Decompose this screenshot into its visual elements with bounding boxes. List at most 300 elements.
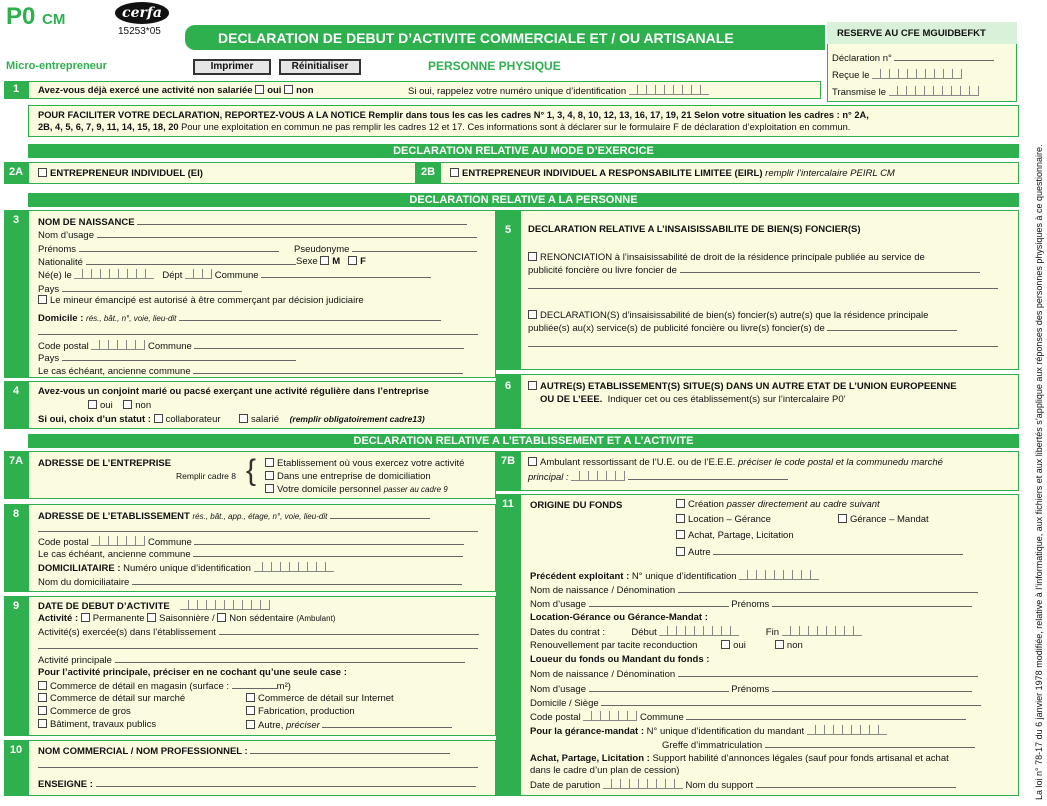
s11-loc-row (676, 514, 771, 525)
s9-num: 9 (12, 600, 20, 612)
s11-achat-row (676, 530, 794, 541)
s11-domsiege-field[interactable] (601, 697, 981, 706)
form-code-sub: CM (42, 11, 66, 28)
s3-domicile-field2[interactable] (38, 326, 478, 335)
s3-sexe: Sexe (296, 256, 318, 267)
s9-surface-field[interactable] (232, 680, 277, 689)
s5-r2b-row (528, 322, 957, 334)
form-code (6, 3, 65, 31)
s9-date-field[interactable] (180, 600, 270, 610)
s1-non: non (296, 85, 314, 96)
s11-locger-row (530, 612, 708, 623)
s7a-o3-note: passer au cadre 9 (383, 485, 448, 494)
s7b-commune-field[interactable] (628, 471, 788, 480)
s3-usage: Nom d’usage (38, 230, 94, 241)
s5-r2b: publiée(s) au(x) service(s) de publicité foncière ou livre(s) foncier(s) de (528, 323, 825, 334)
s11-loueur-row (530, 654, 709, 665)
s4-q-row (38, 386, 429, 397)
s4-statut: Si oui, choix d’un statut : (38, 414, 151, 425)
s3-f: F (360, 256, 366, 267)
s9-c6-checkbox[interactable] (38, 719, 47, 728)
s8-nomdom-row (38, 576, 462, 588)
s8-title: ADRESSE DE L’ETABLISSEMENT (38, 511, 190, 522)
s5-r1-field2[interactable] (528, 280, 998, 289)
notice-line2 (38, 122, 850, 132)
s11-num: 11 (502, 498, 514, 510)
s6-title2: OU DE L’EEE. (540, 394, 603, 405)
s10-nom-field[interactable] (250, 745, 450, 754)
s3-nat: Nationalité (38, 257, 83, 268)
s11-domsiege: Domicile / Siège (530, 698, 599, 709)
s3-pays2-field[interactable] (62, 352, 296, 361)
s11-creation-checkbox[interactable] (676, 499, 685, 508)
s8-cp: Code postal (38, 537, 89, 548)
s10-nom-field2[interactable] (38, 759, 478, 768)
s11-commune-field[interactable] (686, 711, 966, 720)
s11-gerance: Gérance – Mandat (850, 514, 929, 525)
s11-loc: Location – Gérance (688, 514, 771, 525)
s5-r1: RENONCIATION à l’insaisissabilité de droit de la résidence principale publiée au service de (540, 252, 925, 263)
s11-cp-field[interactable] (583, 711, 637, 721)
s9-preciser: Pour l’activité principale, préciser en ne cochant qu’une seule case : (38, 667, 347, 678)
s11-prenoms-field[interactable] (772, 598, 972, 607)
s11-prec: Précédent exploitant : (530, 571, 630, 582)
s11-creation: Création (688, 499, 724, 510)
s9-c2: Commerce de détail sur marché (50, 693, 186, 704)
s3-pays: Pays (38, 284, 60, 295)
s11-pourger2: N° unique d’identification du mandant (646, 726, 805, 737)
s9-autre-field[interactable] (322, 719, 452, 728)
s3-cp-field[interactable] (91, 340, 145, 350)
s3-ancienne-row (38, 365, 463, 377)
s9-c1-row (38, 680, 291, 692)
s3-prenoms-row (38, 243, 279, 255)
s11-parution-field[interactable] (603, 779, 683, 789)
s8-ancienne-field[interactable] (193, 548, 463, 557)
s11-parution: Date de parution (530, 780, 601, 791)
notice-line1: POUR FACILITER VOTRE DECLARATION, REPORTEZ-VOUS A LA NOTICE Remplir dans tous les cas les cadres N° 1, 3, 4, 8, 10, 12, 13, 16, 17, 19, 21 Selon votre situation les cadres : n° 2A, (38, 110, 869, 120)
s11-num-bg (496, 494, 520, 796)
s3-pays-row (38, 283, 242, 295)
s9-c4-checkbox[interactable] (38, 706, 47, 715)
s9-title: DATE DE DEBUT D’ACTIVITE (38, 601, 170, 612)
s8-commune-field[interactable] (194, 536, 464, 545)
s8-title-row (38, 510, 430, 522)
s9-surface: (surface : (189, 681, 230, 692)
s11-commune: Commune (639, 712, 684, 723)
s1-oui-checkbox[interactable] (255, 85, 264, 94)
s7a-o2: Dans une entreprise de domiciliation (277, 471, 431, 482)
s9-principale: Activité principale (38, 655, 112, 666)
s10-enseigne-field[interactable] (96, 778, 476, 787)
s1-siren-field[interactable] (629, 85, 709, 95)
s5-r2-field[interactable] (827, 322, 957, 331)
s3-usage-row (38, 229, 477, 241)
s9-c6: Bâtiment, travaux publics (50, 719, 157, 730)
s9-nonsed: Non sédentaire (229, 613, 294, 624)
s11-achat2c-row (530, 765, 679, 776)
s7a-o1-checkbox[interactable] (265, 458, 274, 467)
s11-nomnais-row (530, 584, 978, 596)
s5-r1-checkbox[interactable] (528, 252, 537, 261)
s3-domicile: Domicile : (38, 313, 84, 324)
s8-nomdom: Nom du domiciliataire (38, 577, 130, 588)
s9-activite: Activité : (38, 613, 79, 624)
s3-dept: Dépt (162, 270, 183, 281)
s11-autre: Autre (688, 547, 711, 558)
s7b-row (528, 457, 943, 468)
s4-statut-row (38, 414, 425, 425)
s5-r1b-row (528, 264, 980, 276)
s11-usage2-field[interactable] (589, 683, 729, 692)
s9-c7-row (246, 719, 452, 731)
s11-prenoms: Prénoms (731, 599, 770, 610)
s11-dates: Dates du contrat : (530, 627, 605, 638)
s9-principale-field[interactable] (115, 654, 465, 663)
s5-r2-field2[interactable] (528, 338, 998, 347)
s11-mandant-field[interactable] (807, 725, 887, 735)
s10-nom2-row (38, 759, 478, 771)
s8-address2-row (38, 523, 478, 535)
s11-usage: Nom d’usage (530, 599, 586, 610)
s9-principale-row (38, 654, 465, 666)
s7b-label: Ambulant ressortissant de l’U.E. ou de l’E.E.E. (540, 457, 736, 468)
s11-prec-row (530, 570, 819, 582)
s3-pseudo: Pseudonyme (294, 244, 350, 255)
s9-exercees2-row (38, 640, 478, 652)
s10-enseigne-row (38, 778, 476, 790)
s9-c3-row (246, 693, 394, 704)
s11-renouv-non: non (786, 640, 803, 651)
s3-ancienne: Le cas échéant, ancienne commune (38, 366, 191, 377)
s7a-o3-checkbox[interactable] (265, 484, 274, 493)
s7a-num: 7A (8, 455, 24, 467)
s3-f-checkbox[interactable] (348, 256, 357, 265)
s3-ne: Né(e) le (38, 270, 72, 281)
s4-collab-checkbox[interactable] (154, 414, 163, 423)
s11-pourger: Pour la gérance-mandat : (530, 726, 645, 737)
s11-achat-checkbox[interactable] (676, 530, 685, 539)
s11-pourger-row (530, 725, 887, 737)
s11-autre-row (676, 546, 963, 558)
s9-activite-row (38, 613, 335, 624)
s11-autre-field[interactable] (713, 546, 963, 555)
recue-row (832, 69, 962, 81)
s3-mineur-checkbox[interactable] (38, 295, 47, 304)
s9-c4: Commerce de gros (50, 706, 131, 717)
s2b-num: 2B (420, 166, 436, 178)
s9-c5-row (246, 706, 355, 717)
s3-dom-hint: rés., bât., n°, voie, lieu-dit (86, 314, 177, 323)
s5-r2-checkbox[interactable] (528, 310, 537, 319)
personne-label: PERSONNE PHYSIQUE (428, 59, 561, 73)
s2a-num: 2A (8, 166, 24, 178)
s11-renouv-oui-checkbox[interactable] (721, 640, 730, 649)
s2b-row (450, 168, 895, 179)
s9-exercees-field[interactable] (219, 626, 479, 635)
s11-title-row (530, 500, 622, 511)
s9-c7-checkbox[interactable] (246, 720, 255, 729)
s1-non-checkbox[interactable] (284, 85, 293, 94)
s3-cp: Code postal (38, 341, 89, 352)
s2b-checkbox[interactable] (450, 168, 459, 177)
s5-r1c-row (528, 280, 998, 292)
s9-c7-note: préciser (286, 720, 320, 731)
s8-num: 8 (12, 508, 20, 520)
s9-c3: Commerce de détail sur Internet (258, 693, 394, 704)
print-button[interactable]: Imprimer (193, 59, 271, 75)
s3-ne-field[interactable] (74, 269, 154, 279)
s2a-checkbox[interactable] (38, 168, 47, 177)
s11-greffe-field[interactable] (765, 739, 975, 748)
s5-r1-field[interactable] (680, 264, 980, 273)
s9-amb: (Ambulant) (296, 614, 336, 623)
s11-loueur: Loueur du fonds ou Mandant du fonds : (530, 654, 710, 665)
s3-num-bg (4, 210, 28, 378)
s11-prec-field[interactable] (739, 570, 819, 580)
s3-m-checkbox[interactable] (320, 256, 329, 265)
s4-num: 4 (12, 385, 20, 397)
s4-oui: oui (100, 400, 113, 411)
s9-sais-checkbox[interactable] (147, 613, 156, 622)
s5-title-row (528, 224, 861, 235)
s9-nonsed-checkbox[interactable] (217, 613, 226, 622)
s4-salarie: salarié (251, 414, 279, 425)
transmise-row (832, 86, 979, 98)
s7a-remplir: Remplir cadre 8 (176, 471, 236, 481)
s7b-note: préciser le code postal et la communedu marché (738, 457, 943, 468)
s7a-remplir-row (176, 471, 236, 481)
s7a-o2-checkbox[interactable] (265, 471, 274, 480)
s10-num: 10 (9, 744, 23, 756)
s11-autre-checkbox[interactable] (676, 547, 685, 556)
decl-num-row (832, 52, 994, 64)
s9-m2: m²) (276, 681, 291, 692)
s9-num-bg (4, 596, 28, 736)
s7b-checkbox[interactable] (528, 457, 537, 466)
s11-usage-field[interactable] (589, 598, 729, 607)
s11-debut-field[interactable] (659, 626, 739, 636)
s7b-principal: principal : (528, 472, 569, 483)
s10-nom-row (38, 745, 450, 757)
s4-question: Avez-vous un conjoint marié ou pacsé exerçant une activité régulière dans l’entreprise (38, 386, 429, 397)
s3-nom-field[interactable] (137, 216, 467, 225)
s3-pays2: Pays (38, 353, 60, 364)
s3-commune-field[interactable] (261, 269, 431, 278)
form-title: DECLARATION DE DEBUT D’ACTIVITE COMMERCIALE ET / OU ARTISANALE (218, 30, 734, 46)
reserve-title: RESERVE AU CFE MGUIDBEFKT (837, 28, 986, 39)
s6-title2-row (540, 394, 846, 405)
s11-fin-field[interactable] (782, 626, 862, 636)
s11-fin: Fin (765, 627, 779, 638)
s11-debut: Début (631, 627, 657, 638)
s7b-cp-field[interactable] (571, 471, 625, 481)
s4-non-checkbox[interactable] (123, 400, 132, 409)
s2b-note: remplir l’intercalaire PEIRL CM (765, 168, 895, 179)
s6-title-row (528, 381, 957, 392)
s7a-brace: { (246, 454, 257, 487)
s8-domic-field[interactable] (254, 562, 334, 572)
s5-r1b: publicité foncière ou livre foncier de (528, 265, 677, 276)
s8-address-field2[interactable] (38, 523, 478, 532)
s1-num: 1 (12, 83, 20, 95)
s11-nomnais2: Nom de naissance / Dénomination (530, 669, 676, 680)
s11-nomnais-field[interactable] (678, 584, 978, 593)
s2a-row (38, 168, 203, 179)
side-legal-text: La loi n° 78-17 du 6 janvier 1978 modifiée, relative à l’informatique, aux fichiers et aux libertés s’applique aux réponses des personnes physiques à ce questionnaire. (1034, 144, 1044, 800)
s7a-o3-row (265, 484, 448, 495)
s11-renouv-non-checkbox[interactable] (775, 640, 784, 649)
s3-cp-row (38, 340, 464, 352)
s3-pays-field[interactable] (62, 283, 242, 292)
s3-domicile-field[interactable] (179, 312, 441, 321)
s3-commune2-field[interactable] (194, 340, 464, 349)
s3-pseudo-field[interactable] (352, 243, 477, 252)
s11-loc-checkbox[interactable] (676, 514, 685, 523)
s11-achat2-row (530, 753, 949, 764)
s11-nomnais2-row (530, 668, 978, 680)
s5-r2: DECLARATION(S) d’insaisissabilité de bien(s) foncier(s) autre(s) que la résidence principale (540, 310, 929, 321)
s4-non: non (135, 400, 152, 411)
s11-prenoms2-field[interactable] (772, 683, 972, 692)
s11-nomnais: Nom de naissance / Dénomination (530, 585, 676, 596)
s11-achat2c: dans le cadre d’un plan de cession) (530, 765, 680, 776)
s9-title-row (38, 600, 270, 612)
s8-nomdom-field[interactable] (132, 576, 462, 585)
s10-nom: NOM COMMERCIAL / NOM PROFESSIONNEL : (38, 746, 248, 757)
s5-title: DECLARATION RELATIVE A L’INSAISISSABILITE DE BIEN(S) FONCIER(S) (528, 224, 861, 235)
s3-prenoms-field[interactable] (79, 243, 279, 252)
s9-c3-checkbox[interactable] (246, 693, 255, 702)
s6-num: 6 (504, 380, 512, 392)
s11-achat2b: Support habilité d’annonces légales (sauf pour fonds artisanal et achat (652, 753, 949, 764)
s7a-o2-row (265, 471, 431, 482)
s3-m: M (332, 256, 341, 267)
s11-cp-row (530, 711, 966, 723)
s9-perm-checkbox[interactable] (81, 613, 90, 622)
s3-ne-row (38, 269, 431, 281)
s11-gerance-row (838, 514, 929, 525)
s8-address-field[interactable] (330, 510, 430, 519)
s4-note: (remplir obligatoirement cadre13) (289, 414, 425, 424)
cerfa-number: 15253*05 (118, 26, 161, 37)
s3-ancienne-field[interactable] (193, 365, 463, 374)
s6-checkbox[interactable] (528, 381, 537, 390)
s11-support-field[interactable] (756, 779, 956, 788)
s8-domic2: Numéro unique d’identification (123, 563, 251, 574)
s1-row (38, 85, 314, 96)
s8-ancienne-row (38, 548, 463, 560)
form-subtitle: Micro-entrepreneur (6, 60, 107, 72)
s3-commune2: Commune (147, 341, 192, 352)
reset-button[interactable]: Réinitialiser (279, 59, 361, 75)
transmise-date[interactable] (889, 86, 979, 96)
banner-etablissement: DECLARATION RELATIVE A L’ETABLISSEMENT ET A L’ACTIVITE (28, 434, 1019, 448)
s11-support: Nom du support (685, 780, 754, 791)
s11-achat2: Achat, Partage, Licitation : (530, 753, 650, 764)
s7a-o1-row (265, 458, 464, 469)
s11-prec2: N° unique d’identification (631, 571, 737, 582)
notice-text: Pour une exploitation en commun ne pas remplir les cadres 12 et 17. Ces informations sont à déclarer sur le formulaire F de déclaration d’exploitation en commun. (178, 122, 851, 132)
s3-domicile-row (38, 312, 441, 324)
transmise-label: Transmise le (832, 87, 887, 98)
s4-oui-checkbox[interactable] (88, 400, 97, 409)
s3-num: 3 (12, 214, 20, 226)
s11-achat: Achat, Partage, Licitation (688, 530, 794, 541)
s11-creation-note: passer directement au cadre suivant (726, 499, 880, 510)
s9-exercees-row (38, 626, 479, 638)
s3-usage-field[interactable] (97, 229, 477, 238)
s3-nom: NOM DE NAISSANCE (38, 217, 135, 228)
s3-nom-row (38, 216, 467, 228)
decl-num-field[interactable] (894, 52, 994, 61)
s3-nat-row (38, 256, 296, 268)
s1-question: Avez-vous déjà exercé une activité non salariée (38, 85, 253, 96)
cerfa-logo: cerfa (115, 2, 169, 24)
notice-cadres: 2B, 4, 5, 6, 7, 9, 11, 14, 15, 18, 20 (38, 122, 179, 132)
recue-label: Reçue le (832, 70, 870, 81)
s11-gerance-checkbox[interactable] (838, 514, 847, 523)
s5-r1-row (528, 252, 925, 263)
s11-renouv-row (530, 640, 803, 651)
s7b-principal-row (528, 471, 788, 483)
s3-sexe-row (296, 256, 366, 267)
s11-usage2-row (530, 683, 972, 695)
s3-prenoms: Prénoms (38, 244, 77, 255)
s11-creation-row (676, 499, 880, 510)
s11-usage2: Nom d’usage (530, 684, 586, 695)
s4-salarie-checkbox[interactable] (239, 414, 248, 423)
s4-oui-non-row (88, 400, 151, 411)
s11-usage-row (530, 598, 972, 610)
s11-cp: Code postal (530, 712, 581, 723)
s9-c1-checkbox[interactable] (38, 681, 47, 690)
s10-enseigne: ENSEIGNE : (38, 779, 93, 790)
s9-c4-row (38, 706, 131, 717)
s9-perm: Permanente (92, 613, 145, 624)
s3-pseudo-row (294, 243, 477, 255)
s1-rappel: Si oui, rappelez votre numéro unique d’identification (408, 86, 627, 97)
s3-pays2-row (38, 352, 296, 364)
s7b-num: 7B (500, 455, 516, 467)
s3-domicile2-row (38, 326, 478, 338)
s7a-title: ADRESSE DE L’ENTREPRISE (38, 458, 172, 469)
banner-personne: DECLARATION RELATIVE A LA PERSONNE (28, 193, 1019, 207)
s9-c5-checkbox[interactable] (246, 706, 255, 715)
s9-exercees: Activité(s) exercée(s) dans l’établissement (38, 627, 216, 638)
decl-num-label: Déclaration n° (832, 53, 892, 64)
s8-cp-field[interactable] (91, 536, 145, 546)
recue-date[interactable] (872, 69, 962, 79)
s8-domic-row (38, 562, 334, 574)
s9-c2-checkbox[interactable] (38, 693, 47, 702)
s8-cp-row (38, 536, 464, 548)
s7a-title-row (38, 458, 171, 469)
s11-dates-row (530, 626, 862, 638)
s3-dept-field[interactable] (185, 269, 212, 279)
s11-nomnais2-field[interactable] (678, 668, 978, 677)
s3-mineur-row (38, 295, 364, 306)
s8-commune: Commune (147, 537, 192, 548)
s7a-o3: Votre domicile personnel (277, 484, 382, 495)
s5-num: 5 (504, 224, 512, 236)
s3-nat-field[interactable] (86, 256, 296, 265)
s6-note: Indiquer cet ou ces établissement(s) sur l’intercalaire P0’ (607, 394, 846, 405)
s11-greffe: Greffe d’immatriculation (662, 740, 763, 751)
s6-title: AUTRE(S) ETABLISSEMENT(S) SITUE(S) DANS UN AUTRE ETAT DE L’UNION EUROPEENNE (540, 381, 957, 392)
s8-hint: rés., bât., app., étage, n°, voie, lieu-dit (192, 512, 328, 521)
s9-exercees-field2[interactable] (38, 640, 478, 649)
